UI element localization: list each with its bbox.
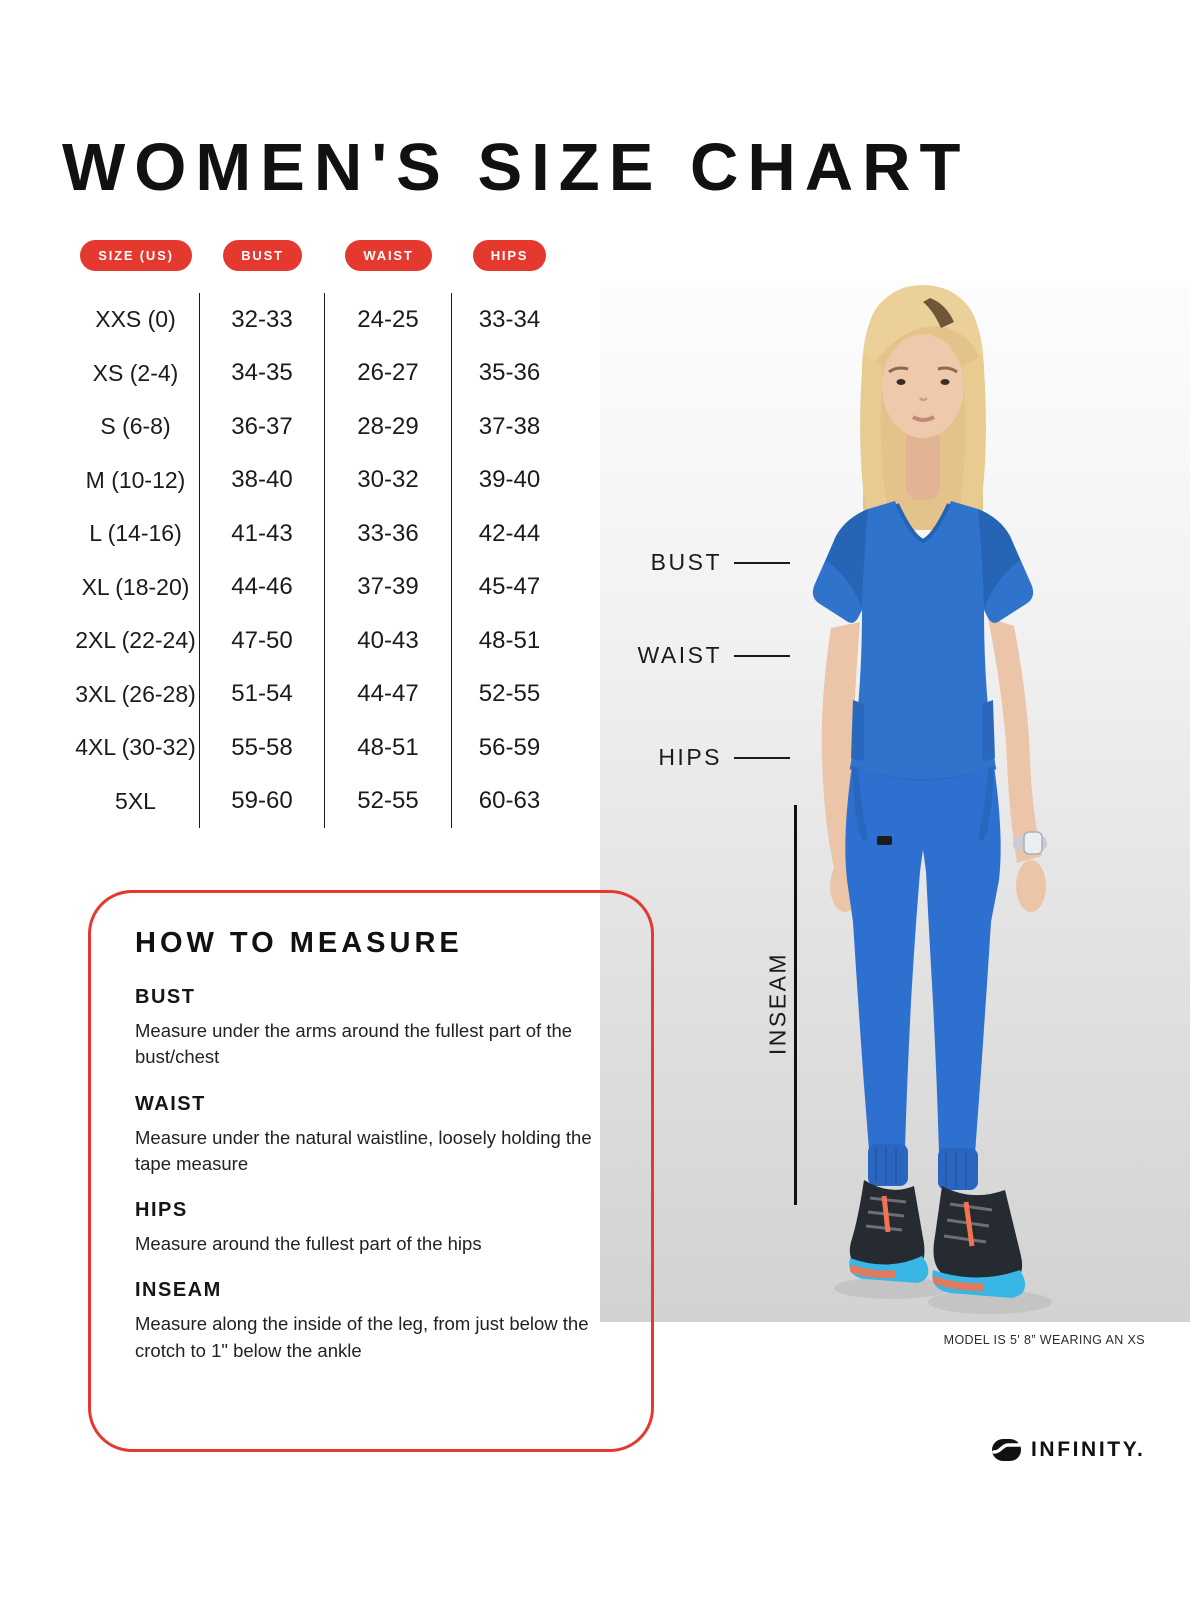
bust-callout — [600, 549, 790, 576]
size-cell: 59-60 — [200, 775, 325, 829]
measure-section-label: WAIST — [135, 1092, 206, 1115]
measure-section — [135, 1093, 611, 1178]
bust-callout-line — [734, 562, 790, 564]
measure-sections — [135, 986, 611, 1364]
header-cell — [452, 240, 567, 271]
size-cell: 42-44 — [478, 519, 541, 547]
infinity-logo-icon — [991, 1438, 1022, 1462]
size-cell: 34-35 — [200, 347, 325, 401]
size-cell: 60-63 — [478, 787, 541, 815]
size-cell: 24-25 — [325, 293, 452, 347]
size-cell: 45-47 — [478, 573, 541, 601]
size-cell: 51-54 — [200, 668, 325, 722]
model-caption: MODEL IS 5' 8” WEARING AN XS — [943, 1333, 1145, 1347]
size-chart-header — [72, 240, 567, 271]
waist-callout — [600, 642, 790, 669]
header-cell — [200, 240, 325, 271]
bust-callout-label: BUST — [650, 549, 722, 575]
hips-callout — [600, 744, 790, 771]
hips-callout-label: HIPS — [658, 744, 722, 770]
size-cell: 55-58 — [200, 721, 325, 775]
measure-section-text: Measure along the inside of the leg, from just below the crotch to 1" below the ankle — [135, 1313, 589, 1361]
size-row-label: 3XL (26-28) — [72, 668, 200, 722]
waist-callout-line — [734, 655, 790, 657]
size-table-body — [72, 293, 567, 828]
size-row-label: XL (18-20) — [72, 561, 200, 615]
size-row-label: M (10-12) — [72, 454, 200, 508]
hips-callout-line — [734, 757, 790, 759]
measure-section-label: HIPS — [135, 1199, 188, 1222]
waist-callout-label: WAIST — [637, 642, 722, 668]
inseam-callout-line — [794, 805, 797, 1205]
header-cell — [325, 240, 452, 271]
size-row-label: L (14-16) — [72, 507, 200, 561]
size-cell: 40-43 — [325, 614, 452, 668]
header-cell — [72, 240, 200, 271]
measure-section-text: Measure around the fullest part of the hips — [135, 1233, 482, 1255]
size-cell: 37-38 — [478, 412, 541, 440]
size-cell: 33-36 — [325, 507, 452, 561]
size-cell: 37-39 — [325, 561, 452, 615]
how-to-measure-title: HOW TO MEASURE — [135, 927, 463, 959]
measure-section-text: Measure under the natural waistline, loosely holding the tape measure — [135, 1126, 592, 1174]
size-cell: 26-27 — [325, 347, 452, 401]
column-header-size: SIZE (US) — [80, 240, 191, 271]
size-cell: 44-46 — [200, 561, 325, 615]
size-cell: 44-47 — [325, 668, 452, 722]
column-header-waist: WAIST — [345, 240, 431, 271]
size-cell: 52-55 — [325, 775, 452, 829]
brand-wordmark: INFINITY. — [1031, 1438, 1146, 1461]
size-cell: 41-43 — [200, 507, 325, 561]
page-title: WOMEN'S SIZE CHART — [62, 129, 970, 205]
size-cell: 48-51 — [325, 721, 452, 775]
size-row-label: 5XL — [72, 775, 200, 829]
size-cell: 47-50 — [200, 614, 325, 668]
size-cell: 52-55 — [478, 680, 541, 708]
model-photo — [600, 280, 1190, 1322]
size-cell: 56-59 — [478, 733, 541, 761]
size-cell: 35-36 — [478, 359, 541, 387]
inseam-callout-label: INSEAM — [764, 951, 791, 1056]
size-cell: 48-51 — [478, 626, 541, 654]
brand-logo — [991, 1438, 1145, 1462]
scrub-pants — [845, 766, 1000, 1190]
column-header-bust: BUST — [223, 240, 302, 271]
measure-section — [135, 1199, 611, 1257]
measure-section — [135, 986, 611, 1071]
size-cell: 36-37 — [200, 400, 325, 454]
size-chart-table — [72, 240, 567, 828]
size-cell: 28-29 — [325, 400, 452, 454]
column-header-hips: HIPS — [473, 240, 547, 271]
size-row-label: 4XL (30-32) — [72, 721, 200, 775]
size-cell: 39-40 — [478, 466, 541, 494]
size-row-label: 2XL (22-24) — [72, 614, 200, 668]
size-row-label: S (6-8) — [72, 400, 200, 454]
measure-section-label: INSEAM — [135, 1279, 222, 1302]
size-cell: 33-34 — [478, 305, 541, 333]
size-row-label: XXS (0) — [72, 293, 200, 347]
model-photo-illustration — [600, 280, 1190, 1322]
size-row-label: XS (2-4) — [72, 347, 200, 401]
size-cell: 30-32 — [325, 454, 452, 508]
size-cell: 38-40 — [200, 454, 325, 508]
measure-section-label: BUST — [135, 986, 196, 1008]
measure-section-text: Measure under the arms around the fullest part of the bust/chest — [135, 1020, 573, 1068]
size-cell: 32-33 — [200, 293, 325, 347]
measure-section — [135, 1279, 611, 1364]
how-to-measure-box — [88, 890, 654, 1452]
